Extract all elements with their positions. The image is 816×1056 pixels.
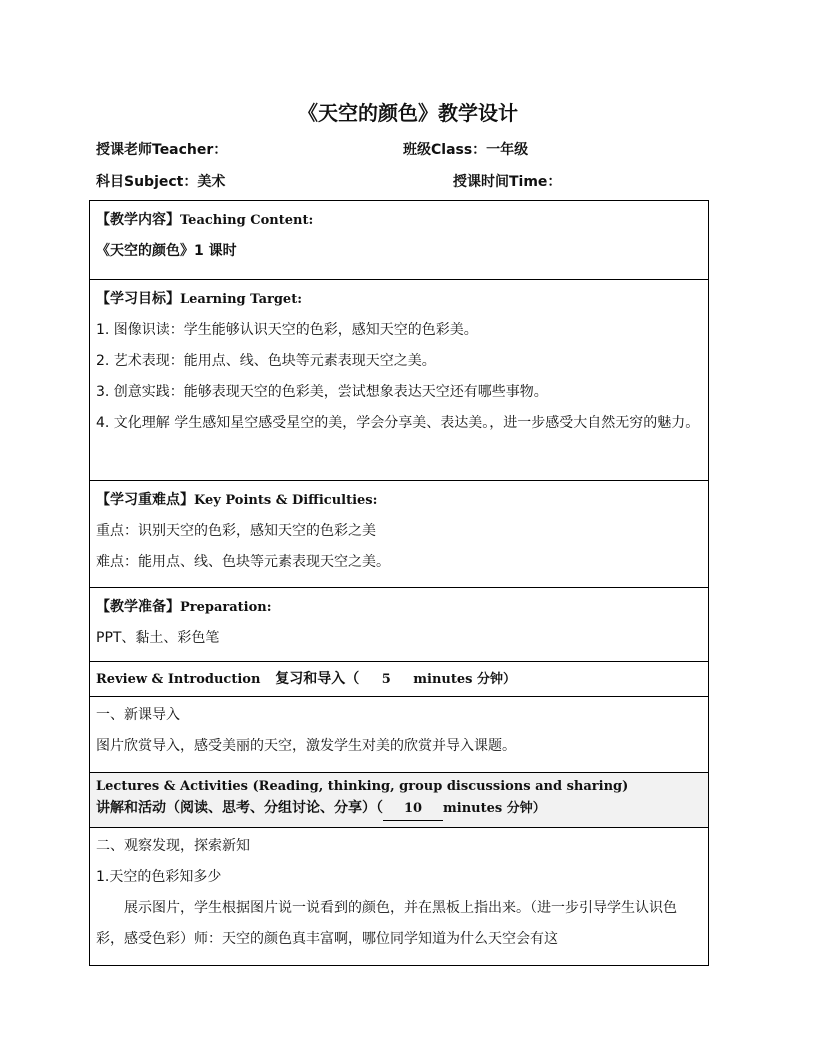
preparation-cell (90, 588, 709, 662)
explore-row (90, 828, 709, 966)
learning-target-row (90, 280, 709, 481)
explore-heading: 二、观察发现，探索新知 (96, 838, 250, 854)
learning-target-header-en: Learning Target: (180, 292, 303, 307)
explore-subheading: 1.天空的色彩知多少 (96, 869, 222, 885)
review-label-cn: 复习和导入（ (275, 671, 360, 687)
intro-text: 图片欣赏导入，感受美丽的天空，激发学生对美的欣赏并导入课题。 (96, 738, 516, 754)
lesson-plan-table (89, 200, 709, 966)
key-point-text: 重点：识别天空的色彩，感知天空的色彩之美 (96, 523, 376, 539)
preparation-row (90, 588, 709, 662)
teaching-content-header (96, 205, 702, 236)
review-row (90, 662, 709, 697)
target-item-4: 4. 文化理解 学生感知星空感受星空的美，学会分享美、表达美。，进一步感受大自然无穷的魅力。 (96, 415, 700, 431)
learning-target-header (96, 284, 702, 315)
class-field: 班级Class：一年级 (403, 142, 529, 158)
preparation-text: PPT、黏土、彩色笔 (96, 630, 220, 646)
intro-row (90, 697, 709, 773)
key-points-header-cn: 【学习重难点】 (96, 492, 194, 508)
key-points-header (96, 485, 702, 516)
review-label (96, 662, 702, 696)
document-title: 《天空的颜色》教学设计 (298, 101, 518, 125)
target-item-1: 1. 图像识读：学生能够认识天空的色彩，感知天空的色彩美。 (96, 322, 478, 338)
review-minutes: 5 (359, 663, 413, 696)
review-cell (90, 662, 709, 697)
review-label-en: Review & Introduction (96, 672, 261, 687)
time-field: 授课时间Time： (453, 174, 562, 190)
lectures-label-cn: 讲解和活动（阅读、思考、分组讨论、分享）（ (96, 800, 383, 816)
key-points-header-en: Key Points & Difficulties: (194, 493, 378, 508)
preparation-header-cn: 【教学准备】 (96, 599, 180, 615)
learning-target-header-cn: 【学习目标】 (96, 291, 180, 307)
lectures-cell (90, 773, 709, 828)
learning-target-cell (90, 280, 709, 481)
key-points-cell (90, 481, 709, 588)
key-points-row (90, 481, 709, 588)
lectures-row (90, 773, 709, 828)
teaching-content-row (90, 201, 709, 280)
lectures-label (96, 797, 702, 821)
target-item-3: 3. 创意实践：能够表现天空的色彩美，尝试想象表达天空还有哪些事物。 (96, 384, 548, 400)
preparation-header (96, 592, 702, 623)
preparation-header-en: Preparation: (180, 600, 272, 615)
lectures-unit: minutes 分钟） (443, 801, 546, 816)
explore-paragraph: 展示图片，学生根据图片说一说看到的颜色，并在黑板上指出来。（进一步引导学生认识色彩，感受色彩）师：天空的颜色真丰富啊，哪位同学知道为什么天空会有这 (96, 900, 677, 947)
teacher-field: 授课老师Teacher： (96, 142, 228, 158)
lectures-label-en: Lectures & Activities (Reading, thinking, group discussions and sharing) (96, 779, 629, 794)
teaching-content-header-cn: 【教学内容】 (96, 212, 180, 228)
explore-cell (90, 828, 709, 966)
target-item-2: 2. 艺术表现：能用点、线、色块等元素表现天空之美。 (96, 353, 436, 369)
review-unit: minutes 分钟） (413, 672, 516, 687)
intro-cell (90, 697, 709, 773)
teaching-content-cell (90, 201, 709, 280)
subject-field: 科目Subject：美术 (96, 174, 226, 190)
teaching-content-header-en: Teaching Content: (180, 213, 314, 228)
lectures-minutes: 10 (383, 798, 443, 821)
intro-heading: 一、新课导入 (96, 707, 180, 723)
teaching-content-text: 《天空的颜色》1 课时 (96, 243, 237, 259)
difficult-point-text: 难点：能用点、线、色块等元素表现天空之美。 (96, 554, 390, 570)
